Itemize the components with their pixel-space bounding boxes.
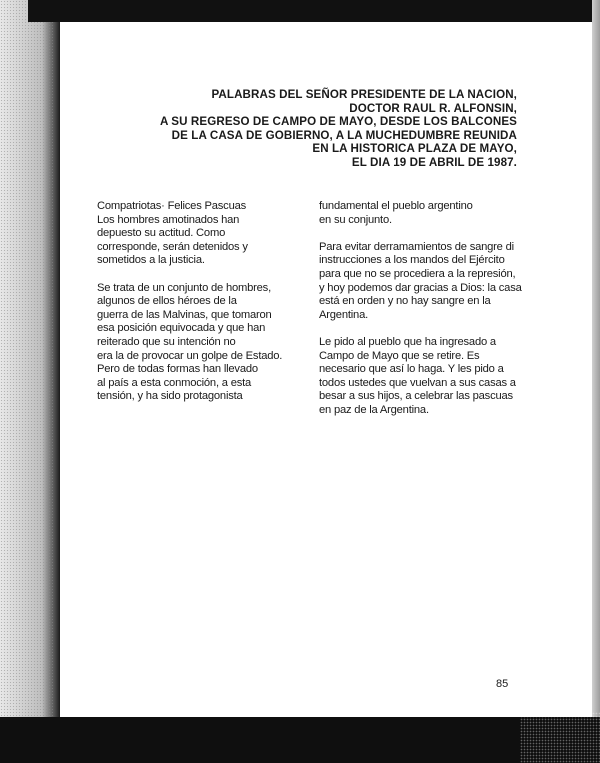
text-line: para que no se procediera a la represión, (319, 267, 516, 280)
text-line: esa posición equivocada y que han (97, 322, 266, 335)
text-line: era la de provocar un golpe de Estado. (97, 349, 283, 362)
heading-line: EL DIA 19 DE ABRIL DE 1987. (351, 155, 517, 169)
heading-line: PALABRAS DEL SEÑOR PRESIDENTE DE LA NACION, (211, 88, 517, 101)
text-line: instrucciones a los mandos del Ejército (319, 254, 505, 267)
text-line: en su conjunto. (319, 213, 392, 226)
scan-shadow-right (592, 0, 600, 763)
scan-shadow-top (28, 0, 600, 22)
text-line: fundamental el pueblo argentino (319, 200, 473, 212)
text-line: necesario que así lo haga. Y les pido a (319, 363, 504, 376)
text-line: Compatriotas· Felices Pascuas (97, 200, 247, 212)
text-line: en paz de la Argentina. (319, 403, 429, 416)
text-line: reiterado que su intención no (97, 335, 236, 348)
document-page (60, 22, 592, 717)
text-line: tensión, y ha sido protagonista (97, 390, 243, 403)
text-line: Argentina. (319, 308, 368, 321)
text-line: todos ustedes que vuelvan a sus casas a (319, 376, 516, 389)
text-line: Le pido al pueblo que ha ingresado a (319, 335, 496, 348)
text-line: algunos de ellos héroes de la (97, 295, 237, 308)
paragraph (97, 282, 307, 404)
text-line: Pero de todas formas han llevado (97, 363, 258, 376)
text-line: Campo de Mayo que se retire. Es (319, 349, 480, 362)
left-column (97, 200, 307, 418)
text-line: Los hombres amotinados han (97, 213, 240, 226)
text-line: al país a esta conmoción, a esta (97, 376, 252, 389)
paragraph (319, 200, 539, 227)
heading-line: DOCTOR RAUL R. ALFONSIN, (349, 101, 517, 115)
scan-noise-bottom (520, 712, 600, 763)
paragraph (97, 200, 307, 268)
text-line: y hoy podemos dar gracias a Dios: la casa (319, 281, 522, 294)
text-line: sometidos a la justicia. (97, 254, 205, 267)
text-line: guerra de las Malvinas, que tomaron (97, 308, 272, 321)
text-line: depuesto su actitud. Como (97, 227, 226, 240)
heading-line: DE LA CASA DE GOBIERNO, A LA MUCHEDUMBRE REUNIDA (171, 128, 517, 142)
heading-line: EN LA HISTORICA PLAZA DE MAYO, (312, 142, 517, 156)
page-number: 85 (496, 678, 509, 690)
paragraph (319, 336, 539, 418)
text-line: corresponde, serán detenidos y (97, 240, 248, 253)
text-line: Se trata de un conjunto de hombres, (97, 281, 271, 294)
heading-line: A SU REGRESO DE CAMPO DE MAYO, DESDE LOS BALCONES (159, 115, 517, 129)
scan-noise-left (0, 0, 55, 763)
speech-heading (157, 88, 517, 170)
right-column (319, 200, 539, 431)
text-line: está en orden y no hay sangre en la (319, 295, 491, 308)
text-line: Para evitar derramamientos de sangre di (319, 240, 514, 253)
text-line: besar a sus hijos, a celebrar las pascuas (319, 390, 513, 403)
paragraph (319, 241, 539, 323)
scan-shadow-bottom (0, 717, 600, 763)
